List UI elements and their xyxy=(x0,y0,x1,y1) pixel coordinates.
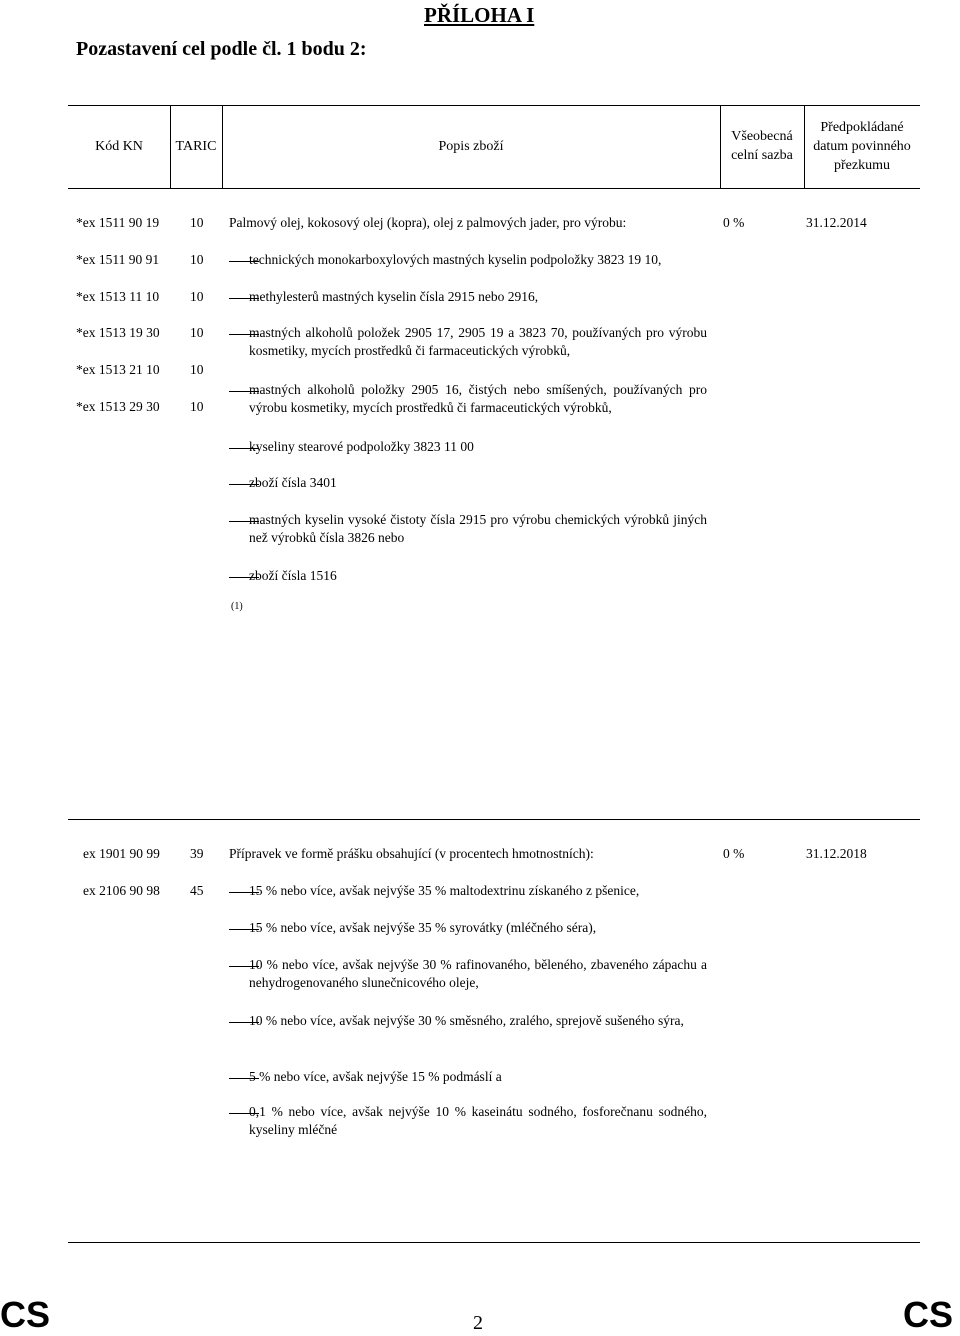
kn-code: *ex 1513 29 30 xyxy=(76,399,160,414)
list-item: methylesterů mastných kyselin čísla 2915 nebo 2916, xyxy=(249,289,539,304)
taric-code: 45 xyxy=(190,883,204,898)
list-item: zboží čísla 1516 xyxy=(249,568,337,583)
taric-code: 10 xyxy=(190,289,204,304)
column-header-kod-kn: Kód KN xyxy=(95,139,143,154)
kn-code: *ex 1511 90 91 xyxy=(76,252,160,267)
column-header-taric: TARIC xyxy=(175,139,217,154)
list-item: 10 % nebo více, avšak nejvýše 30 % rafinovaného, běleného, zbaveného zápachu a nehydrogenovaného slunečnicového oleje, xyxy=(249,957,707,990)
list-item: mastných alkoholů položky 2905 16, čistých nebo smíšených, používaných pro výrobu kosmetiky, mycích prostředků či farmaceutických výrobků, xyxy=(249,382,707,415)
taric-code: 10 xyxy=(190,362,204,377)
page-number: 2 xyxy=(473,1312,483,1334)
annex-title: PŘÍLOHA I xyxy=(424,3,535,27)
language-code-right: CS xyxy=(903,1294,954,1335)
list-item: 5 % nebo více, avšak nejvýše 15 % podmáslí a xyxy=(249,1069,502,1084)
taric-code: 10 xyxy=(190,252,204,267)
list-item: mastných alkoholů položek 2905 17, 2905 19 a 3823 70, používaných pro výrobu kosmetiky, mycích prostředků či farmaceutických výrobků, xyxy=(249,325,707,358)
kn-code: *ex 1513 19 30 xyxy=(76,325,160,340)
taric-code: 10 xyxy=(190,325,204,340)
taric-code: 39 xyxy=(190,846,204,861)
column-divider xyxy=(804,105,805,188)
kn-code: *ex 1513 21 10 xyxy=(76,362,160,377)
list-item: 15 % nebo více, avšak nejvýše 35 % maltodextrinu získaného z pšenice, xyxy=(249,883,640,898)
review-date: 31.12.2014 xyxy=(806,215,867,230)
taric-code: 10 xyxy=(190,399,204,414)
footnote-reference: (1) xyxy=(231,601,243,612)
column-header-popis: Popis zboží xyxy=(438,139,504,154)
list-item: 0,1 % nebo více, avšak nejvýše 10 % kaseinátu sodného, fosforečnanu sodného, kyseliny mléčné xyxy=(249,1104,707,1137)
goods-description-title: Přípravek ve formě prášku obsahující (v procentech hmotnostních): xyxy=(229,846,594,861)
section-divider-rule xyxy=(68,819,920,820)
column-header-datum: Předpokládané datum povinného přezkumu xyxy=(813,120,911,173)
list-item: 15 % nebo více, avšak nejvýše 35 % syrovátky (mléčného séra), xyxy=(249,920,597,935)
taric-code: 10 xyxy=(190,215,204,230)
kn-code: *ex 1511 90 19 xyxy=(76,215,160,230)
column-divider xyxy=(720,105,721,188)
duty-rate: 0 % xyxy=(723,215,745,230)
goods-description-title: Palmový olej, kokosový olej (kopra), olej z palmových jader, pro výrobu: xyxy=(229,215,627,230)
header-bottom-rule xyxy=(68,188,920,189)
list-item: zboží čísla 3401 xyxy=(249,475,337,490)
language-code-left: CS xyxy=(0,1294,51,1335)
list-item: 10 % nebo více, avšak nejvýše 30 % směsného, zralého, sprejově sušeného sýra, xyxy=(249,1013,684,1028)
list-item: kyseliny stearové podpoložky 3823 11 00 xyxy=(249,439,474,454)
column-header-sazba: Všeobecná celní sazba xyxy=(731,129,793,163)
table-bottom-rule xyxy=(68,1242,920,1243)
table-top-rule xyxy=(68,105,920,106)
kn-code: *ex 1513 11 10 xyxy=(76,289,160,304)
review-date: 31.12.2018 xyxy=(806,846,867,861)
list-item: technických monokarboxylových mastných kyselin podpoložky 3823 19 10, xyxy=(249,252,662,267)
list-item: mastných kyselin vysoké čistoty čísla 2915 pro výrobu chemických výrobků jiných než výrobků čísla 3826 nebo xyxy=(249,512,707,545)
duty-rate: 0 % xyxy=(723,846,745,861)
kn-code: ex 1901 90 99 xyxy=(83,846,160,861)
section-heading: Pozastavení cel podle čl. 1 bodu 2: xyxy=(76,38,367,60)
kn-code: ex 2106 90 98 xyxy=(83,883,160,898)
